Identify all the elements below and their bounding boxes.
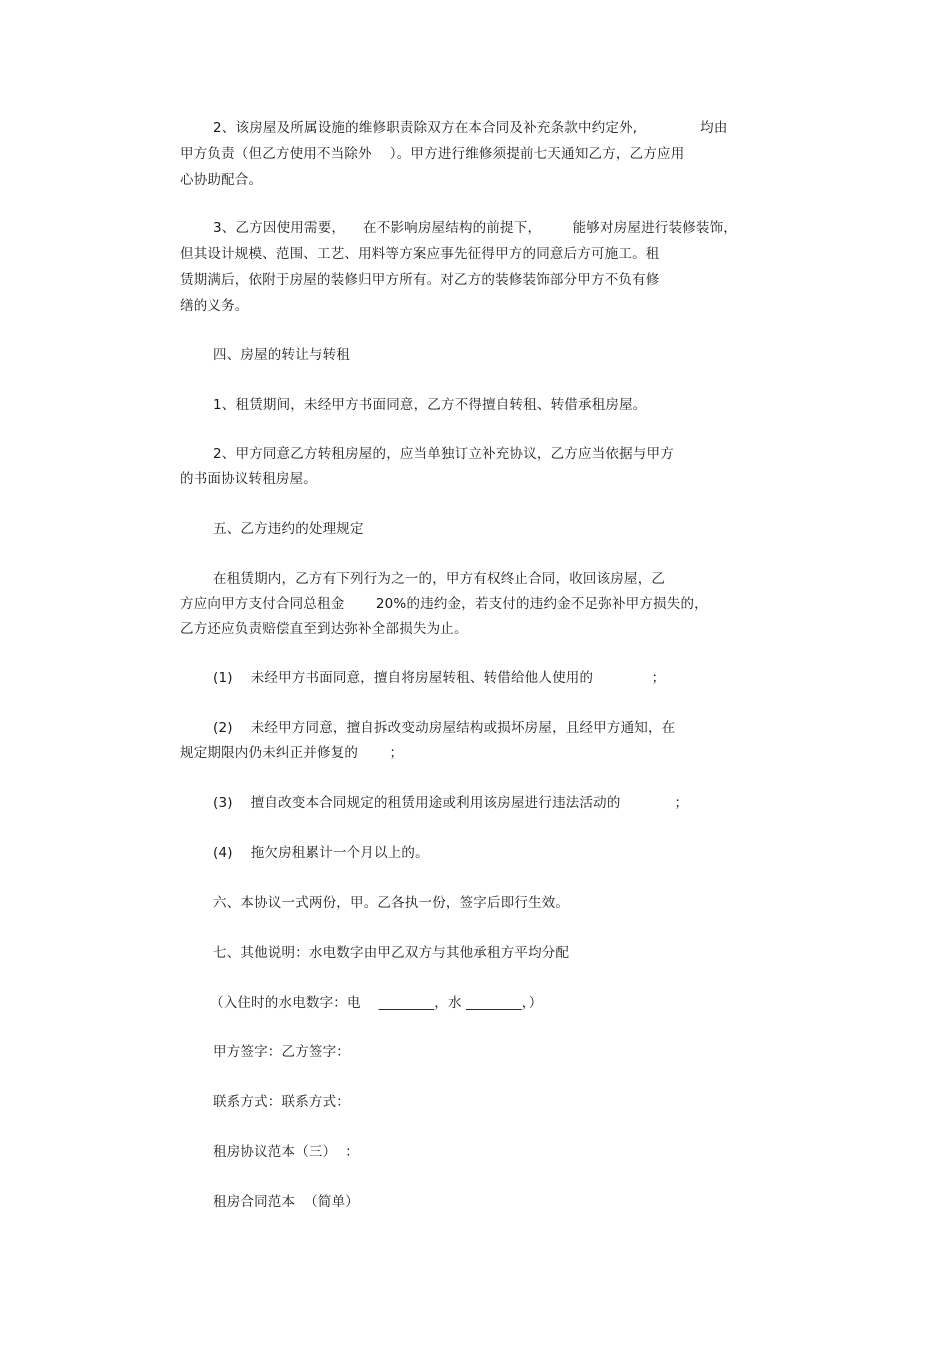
contact-info: 联系方式：联系方式： <box>213 1094 350 1110</box>
clause-4-2-line-1: 2、甲方同意乙方转租房屋的，应当单独订立补充协议，乙方应当依据与甲方 <box>213 446 674 462</box>
section-5-para-line-3: 乙方还应负责赔偿直至到达弥补全部损失为止。 <box>180 621 468 637</box>
clause-3-3-line-2: 但其设计规模、范围、工艺、用料等方案应事先征得甲方的同意后方可施工。租 <box>180 246 660 262</box>
clause-3-3-line-4: 缮的义务。 <box>180 298 249 314</box>
section-5-heading: 五、乙方违约的处理规定 <box>213 521 364 537</box>
clause-3-2-line-3: 心协助配合。 <box>180 172 263 188</box>
item-4: (4) 拖欠房租累计一个月以上的。 <box>213 845 429 861</box>
item-2-line-2: 规定期限内仍未纠正并修复的 ； <box>180 745 404 761</box>
section-7: 七、其他说明：水电数字由甲乙双方与其他承租方平均分配 <box>213 945 570 961</box>
clause-3-3-line-1: 3、乙方因使用需要， 在不影响房屋结构的前提下， 能够对房屋进行装修装饰， <box>213 220 737 236</box>
clause-3-2-line-2: 甲方负责（但乙方使用不当除外 ）。甲方进行维修须提前七天通知乙方，乙方应用 <box>180 146 685 162</box>
section-5-para-line-1: 在租赁期内，乙方有下列行为之一的，甲方有权终止合同，收回该房屋，乙 <box>213 571 666 587</box>
section-6: 六、本协议一式两份，甲。乙各执一份，签字后即行生效。 <box>213 895 570 911</box>
template-3-heading: 租房协议范本（三） ： <box>213 1144 359 1160</box>
simple-contract-heading: 租房合同范本 （简单） <box>213 1194 359 1210</box>
section-4-heading: 四、房屋的转让与转租 <box>213 347 350 363</box>
item-3: (3) 擅自改变本合同规定的租赁用途或利用该房屋进行违法活动的 ； <box>213 795 689 811</box>
clause-4-2-line-2: 的书面协议转租房屋。 <box>180 471 317 487</box>
section-5-para-line-2: 方应向甲方支付合同总租金 20%的违约金，若支付的违约金不足弥补甲方损失的， <box>180 596 708 612</box>
item-1: (1) 未经甲方书面同意，擅自将房屋转租、转借给他人使用的 ； <box>213 670 666 686</box>
clause-3-2-line-1: 2、该房屋及所属设施的维修职责除双方在本合同及补充条款中约定外, 均由 <box>213 120 728 136</box>
clause-4-1: 1、租赁期间，未经甲方书面同意，乙方不得擅自转租、转借承租房屋。 <box>213 397 647 413</box>
signatures: 甲方签字：乙方签字： <box>213 1044 350 1060</box>
meter-readings: （入住时的水电数字：电 ________，水 ________，） <box>210 995 543 1011</box>
item-2-line-1: (2) 未经甲方同意，擅自拆改变动房屋结构或损坏房屋，且经甲方通知，在 <box>213 720 676 736</box>
clause-3-3-line-3: 赁期满后，依附于房屋的装修归甲方所有。对乙方的装修装饰部分甲方不负有修 <box>180 272 660 288</box>
